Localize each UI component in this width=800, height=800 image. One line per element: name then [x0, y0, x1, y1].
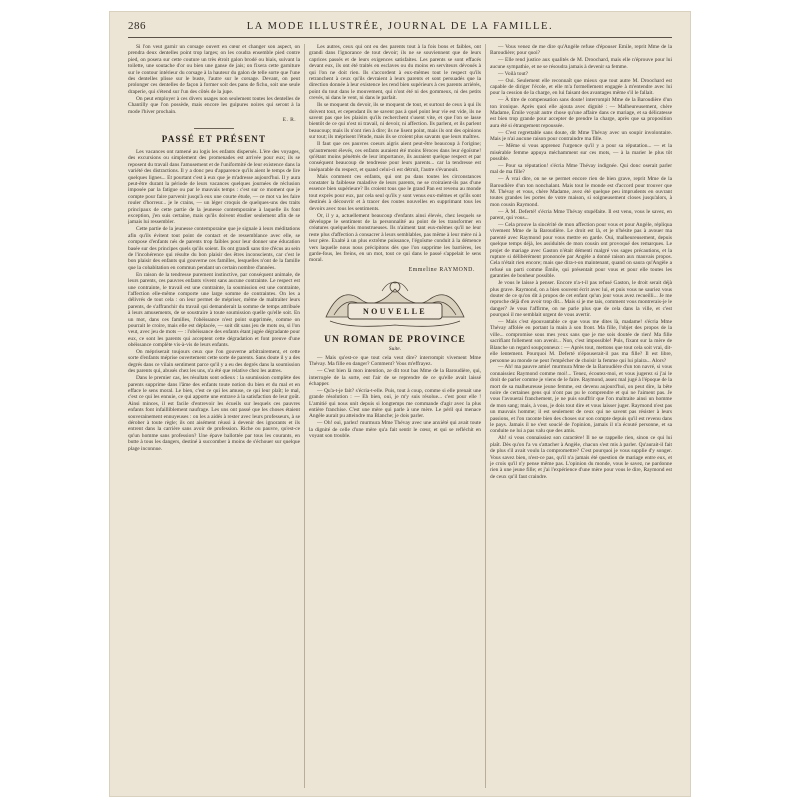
paragraph: — Vous venez de me dire qu'Angèle refuse d'épouser Émile, reprit Mme de la Baroudière; pour quoi?	[490, 44, 672, 57]
paragraph: — Ah! ma pauvre amie! murmura Mme de la Baroudière d'un ton navré, si vous connaissiez Raymond comme moi!... Tenez, écoutez-moi, et vous jugerez si j'ai le droit de parler comme je viens de le faire. Raymond, assez mal jugé à l'époque de la mort de sa malheureuse jeune femme, est devenu aujourd'hui, on peut dire, la bête noire de certaines gens qui n'ont pas pu le comprendre et qui ne l'aiment pas. Je vous l'avouerai franchement, je ne puis souffrir que l'on maltraite ainsi un homme de mon sang; mais, à vous, je dois tout dire et vous laisser juger. Raymond n'est pas un mauvais homme; il est seulement de ceux qui ne savent pas résister à leurs passions, et l'on raconte bien des choses sur son compte depuis qu'il est revenu dans le pays. Jamais il ne s'est soucié de l'opinion, jamais il n'a écouté personne, et sa conduite ne lui a pas valu que des amis.	[490, 364, 672, 435]
paragraph: En raison de la tendresse purement instinctive, par conséquent animale, de leurs parents, ces pauvres enfants vivent sans aucune contrainte. Le respect est une contrainte, le travail est une contrainte, la soumission est une contrainte, l'affection elle-même comporte une large somme de contraintes. On les a délivrés de tout cela : on leur permet de mépriser, même de maltraiter leurs parents, de s'affranchir du travail qui demanderait la somme de temps attribuée à leurs amusements, de se soustraire à toute soumission quelle qu'elle soit. En un mot, dans ces familles, l'obéissance n'est point supprimée, comme on pourrait le croire, mais elle est déplacée, — soit dit sans jeu de mots ou, si l'on veut, avec jeu de mots — : l'obéissance des enfants étant jugée dégradante pour eux, ce sont les parents qui acceptent cette dégradation et font preuve d'une obéissance complète vis-à-vis de leurs enfants.	[128, 271, 300, 349]
serial-title: UN ROMAN DE PROVINCE	[324, 334, 466, 345]
running-head: LA MODE ILLUSTRÉE, JOURNAL DE LA FAMILLE.	[246, 20, 554, 32]
paragraph: On peut employer à ces divers usages non seulement toutes les dentelles de Chantilly que l'on possède, mais encore les guipures noires qui seront à la mode l'hiver prochain.	[128, 95, 300, 115]
paragraph: Ils se moquent du devoir, ils se moquent de tout, et surtout de ceux à qui ils doivent tout, et cependant ils ne savent pas à quel point leur vie est vide, ils ne savent pas que les plaisirs qu'ils recherchent s'usent vite, et que l'on se lasse bientôt de ce qui n'est ni travail, ni devoir, ni affection. Ils parlent, et ils parlent beaucoup; mais ils n'ont rien à dire; ils ne lisent point, mais ils ont des opinions sur tout; ils méprisent l'étude, mais ils se croient plus savants que leurs maîtres.	[309, 102, 481, 141]
column-2	[309, 44, 481, 788]
paragraph: Ah! si vous connaissiez son caractère! Il ne se rappelle rien, sinon ce qui lui plaît. Dès qu'on l'a vu s'attacher à Angèle, chacun s'est mis à parler. Qu'aurait-il fait de plus s'il avait voulu la compromettre? C'est pourquoi je vous supplie d'y songer. Vous savez bien, n'est-ce pas, qu'il n'a jamais été question de mariage entre eux, et je crois qu'il n'y pense même pas. L'opinion du monde, vous le savez, ne pardonne rien à une jeune fille; et j'ai l'expérience d'une mère pour vous le dire, Raymond est de ceux qu'il faut craindre.	[490, 435, 672, 480]
newspaper-page	[110, 12, 690, 796]
serial-subtitle: Suite.	[388, 345, 402, 352]
paragraph: — Voilà tout?	[498, 70, 529, 77]
paragraph: Cette partie de la jeunesse contemporaine que je signale à leurs méditations afin qu'ils évitent tout point de contact et de ressemblance avec elle, se compose d'enfants nés de parents trop faibles pour leur donner une éducation basée sur des principes quels qu'ils soient. Ils ont grandi sans tire d'écus au sein de l'incohérence qui résulte du bon plaisir des êtres inconscients, car c'est le bon plaisir des enfants qui gouverne ces familles, lesquelles n'ont de la famille que la cohabitation en commun pendant un certain nombre d'années.	[128, 226, 300, 271]
column-1	[128, 44, 300, 788]
signature: E. R.	[282, 116, 296, 123]
column-3	[490, 44, 672, 788]
banner-label: NOUVELLE	[362, 306, 428, 316]
paragraph: — Elle rend justice aux qualités de M. Droochard, mais elle n'éprouve pour lui aucune sympathie, et ne se résoudra jamais à devenir sa femme.	[490, 57, 672, 70]
paragraph: Les vacances ont ramené au logis les enfants dispersés. L'ère des voyages, des excursions ou simplement des promenades est arrivée pour eux; ils se reposent du travail dans l'amusement et de l'uniformité de leur existence dans la variété des distractions. Il y a donc peu d'apparence qu'ils aient le temps de lire quelques lignes... Et pourtant c'est à eux que je m'adresse aujourd'hui. Il y aura peut-être durant la période de leurs vacances quelques journées de réclusion imposée par la fatigue ou par le mauvais temps : c'est sur ce moment que je compte pour faire parvenir jusqu'à eux une courte étude, — ce mot va les faire rouler d'horreur... je le crains, — un léger croquis de quelques-uns des traits principaux de cette partie de la jeunesse contemporaine à laquelle ils font exception, j'en suis certaine, mais qu'ils doivent étudier seulement afin de se jamais lui ressembler.	[128, 148, 300, 226]
paragraph: — À titre de compensation sans doute! interrompit Mme de la Baroudière d'un ton ironique. Après quoi elle ajouta avec dignité : — Malheureusement, chère Madame, Émile voyait autre chose qu'une affaire dans ce mariage, et sa délicatesse est bien trop grande pour accepter de prendre la charge, après que sa proposition aura été si étrangement repoussée.	[490, 97, 672, 129]
paragraph: — Mais qu'est-ce que tout cela veut dire? interrompit vivement Mme Thévay. Ma fille en danger? Comment? Vous m'effrayez.	[309, 354, 481, 368]
paragraph: — Pour sa réputation! s'écria Mme Thévay indignée. Qui donc oserait parler mal de ma fille?	[490, 162, 672, 176]
column-divider	[485, 44, 486, 788]
page-header	[128, 18, 672, 34]
paragraph: Si l'on veut garnir un corsage ouvert en cœur et changer son aspect, on prendra deux dentelles point trop larges; on les coudra ensemble pied contre pied, on posera sur cette couture un très étroit galon brodé ou biais, suivant la toilette, une soutache d'or ou bien une ganse de jais; on fixera cette garniture sur le contour intérieur du corsage à la hauteur du galon de telle sorte que l'une des dentelles plisse sur le buste, l'autre sur le corsage. Devant, on peut prolonger ces dentelles de façon à former soit des pans de fichu, soit une seule draperie, qui s'étend sur l'un des côtés de la jupe.	[128, 44, 300, 95]
paragraph: Je vous le laisse à penser. Encore n'a-t-il pas refusé Gaston, le droit serait déjà plus grave. Raymond, on a bien souvent écrit avec lui, et puis vous ne sauriez vous douter de ce qu'on dit à propos de cet enfant qu'un jour vous avez recueilli... Je me reproche déjà d'en avoir trop dit... Mais si je me tais, comment vous montrerais-je le danger? Je vous l'affirme, on ne parle plus que de cela dans la ville, et c'est pourquoi il me semblait urgent de vous avertir.	[490, 280, 672, 319]
paragraph: Or, il y a, actuellement beaucoup d'enfants ainsi élevés, chez lesquels se développe le sentiment de la personnalité au point de les transformer en créatures quelquefois monstrueuses. Ils n'aiment tant eux-mêmes qu'il ne leur reste plus d'affection à consacrer à leurs semblables, pas même à leur mère ni à leur père. Exalté à un plus extrême puissance, l'égoïsme conduit à la démence vers laquelle nous nous précipitons dès que l'on supprime les barrières, les garde-fous, les freins, en un mot, tout ce qui dans le passé s'appelait le sens moral.	[309, 212, 481, 264]
paragraph: — Cela prouve la sincérité de mon affection pour vous et pour Angèle, répliqua vivement Mme de la Baroudière. Le droit est là, et je n'hésite pas à avouer ma parenté avec Raymond pour vous mettre en garde. Oui, malheureusement, depuis quelque temps déjà, les assiduités de mon cousin ont provoqué des remarques. Le projet de mariage avec Gaston n'était démenti malgré vos sages précautions, et la rupture si délibérément prononcée par Angèle a donné raison aux mauvais propos. Cela n'était rien encore; mais que dira-t-on maintenant, quand on saura qu'Angèle a refusé un parti comme Émile, qui présentait pour vous et pour elle toutes les garanties de bonheur possible.	[490, 221, 672, 280]
section-title: PASSÉ ET PRÉSENT	[161, 133, 267, 144]
paragraph: — Mais c'est épouvantable ce que vous me dites là, madame! s'écria Mme Thévay affolée en portant la main à son front. Ma fille, l'objet des propos de la ville... compromise sous mes yeux sans que je me sois doutée de rien! Ma fille sacrifiant follement son avenir... Non, c'est impossible! Puis, fixant sur la mère de Blanche un regard soupçonneux : — Après tout, mettons que tout cela soit vrai, dit-elle lentement. Pourquoi M. Deferté n'épouserait-il pas ma fille? Il est libre, personne au monde ne peut l'empêcher de choisir la femme qui lui plaira... Alors?	[490, 319, 672, 364]
ornament-icon	[320, 277, 470, 333]
column-divider	[304, 44, 305, 788]
paragraph: — À vrai dire, on ne se permet encore rien de bien grave, reprit Mme de la Baroudière d'un ton nonchalant. Mais tout le monde est d'accord pour trouver que M. Thévay et vous, chère Madame, avez été quelque peu imprudents en ouvrant toutes grandes les portes de votre maison, si soigneusement closes jusqu'alors, à mon cousin Raymond.	[490, 176, 672, 208]
paragraph: — C'est bien là mon intention, ze dit tout bas Mme de la Baroudière, qui, interrogée de la sorte, eut l'air de se reprendre de ce qu'elle avait laissé échapper.	[309, 368, 481, 387]
article-author: Emmeline RAYMOND.	[408, 266, 475, 273]
paragraph: — Qu'a-t-je fait? s'écria-t-elle. Puis, tout à coup, comme si elle prenait une grande résolution : — Eh bien, oui, je m'y suis résolue... c'est pour elle ! L'amitié qui nous unit depuis si longtemps me commande d'agir avec la plus entière franchise. C'est une mère qui parle à une mère. Le péril qui menace Angèle aurait pu atteindre ma Blanche; je dois parler.	[309, 387, 481, 420]
paragraph: — Oui. Seulement elle reconnaît que mieux que tout autre M. Droochard est capable de diriger l'école, et elle m'a formellement engagée à m'entendre avec lui pour la cession de la charge, en lui faisant des avantages même s'il le fallait.	[490, 77, 672, 97]
paragraph: Mais comment ces enfants, qui ont pu dans toutes les circonstances constater la faiblesse maladive de leurs parents, ne se croiraient-ils pas d'une essence bien supérieure? Ils croient tous que le grand Pan est revenu au monde tout exprès pour eux, par cela seul qu'ils y sont venus eux-mêmes et qu'ils sont destinés à découvrir et à tracer des routes nouvelles en supprimant tous les devoirs avec tous les sentiments.	[309, 173, 481, 212]
paragraph: — C'est regrettable sans doute, dit Mme Thévay avec un soupir involontaire. Mais je n'ai aucune raison pour contraindre ma fille.	[490, 129, 672, 143]
paragraph: — Oh! oui, parlez! murmura Mme Thévay avec une anxiété qui avait toute la dignité de celle d'une mère qu'a fait sentir le cœur, et qui se refléchit en voyant son trouble.	[309, 420, 481, 440]
paragraph: — À M. Deferté! s'écria Mme Thévay stupéfaite. Il est venu, vous le savez, en parent, qui vous...	[490, 208, 672, 222]
section-divider	[194, 128, 234, 129]
paragraph: Il faut que ces pauvres coeurs aigris aient peut-être beaucoup à l'origine; qu'autrement élevés, ces enfants auraient été moins féroces dans leur égoïsme! qu'étant moins pénétrés de leur importance, ils auraient quelque respect et par conséquent beaucoup de tendresse pour leurs parents... car la tendresse est inséparable du respect, et quand celui-ci est détruit, l'autre s'évanouit.	[309, 141, 481, 173]
page-number: 286	[128, 20, 146, 32]
nouvelle-banner	[320, 277, 470, 333]
paragraph: Dans le premier cas, les résultats sont odieux : la soumission complète des parents supprime dans l'âme des enfants toute notion du bien et du mal et en efface le sens moral. Le bien, c'est ce qui les amuse, ce qui leur plaît; le mal, c'est ce qui les ennuie, ce qui apporte une entrave à la satisfaction de leur goût. Ainsi minces, il est facile d'entrevoir les écueils sur lesquels ces pauvres enfants font infailliblement naufrage. Les uns ont passé que les choses étaient souverainement ennuyeuses : on les a aidés à rester avec leurs professeurs, à se dérober à toute règle; ils ont aisément réussi à devenir des ignorants et ils entrent dans la carrière sans avoir de profession. Riche ou pauvre, qu'est-ce qu'un homme sans profession? Une épave ballottée par tous les courants, en butte à tous les dangers, destiné à succomber à moins de s'échouer sur quelque plage inconnue.	[128, 375, 300, 452]
paragraph: On mépriserait toujours ceux que l'on gouverne arbitrairement, et cette sorte d'enfants méprise ouvertement cette sorte de parents. Sans doute il y a des degrés dans ce vilain sentiment parce qu'il y a eu des degrés dans la soumission des parents qui, abusés chez les uns, n'a été que relative chez les autres.	[128, 349, 300, 375]
paragraph: Les autres, ceux qui ont eu des parents tout à la fois bons et faibles, ont grandi dans l'ignorance de tout devoir; ils ne se souviennent que de leurs caprices passés et de leurs exigences satisfaites. Les parents se sont effacés devant eux, ils ont été traités en esclaves ou du moins en serviteurs dévoués à qui l'on ne doit rien. Ils s'accordent à eux-mêmes tout le respect qu'ils retranchent à ceux qu'ils devraient à leurs parents et sont persuadés que la direction donnée à leur existence les rend bien supérieurs à ces parents arriérés, point du tout dans le mouvement, qui n'ont été ni des gommeux, ni des petits crevés, ni dans le vent, ni dans le parfait.	[309, 44, 481, 102]
header-rule	[128, 37, 672, 38]
paragraph: — Même si vous apprenez l'urgence qu'il y a pour sa réputation... — et la misérable femme appuya méchamment sur ces mots, — à la marier le plus tôt possible.	[490, 143, 672, 162]
